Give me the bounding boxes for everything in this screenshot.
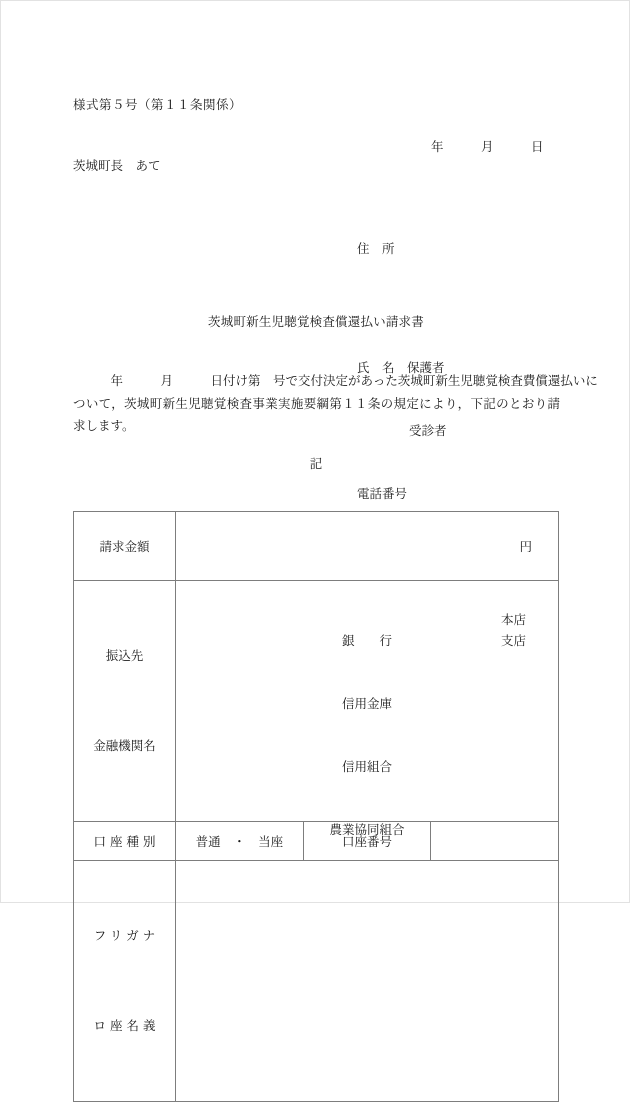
account-type-choices[interactable]: 普通 ・ 当座 <box>176 822 304 861</box>
table-row-account-name <box>74 861 559 1102</box>
amount-label: 請求金額 <box>74 512 176 581</box>
branch-option-honten[interactable]: 本店 <box>500 613 526 627</box>
account-name-value-cell[interactable] <box>176 861 559 1102</box>
phone-label: 電話番号 <box>357 487 408 501</box>
branch-option-shiten[interactable]: 支店 <box>500 634 526 648</box>
bank-label-line2: 金融機関名 <box>93 739 156 753</box>
address-label: 住 所 <box>357 242 395 256</box>
body-lead: 年 月 日付け第 号で交付決定があった茨城町新生児聴覚検査費償還払いに <box>73 374 598 388</box>
amount-value <box>176 539 200 553</box>
amount-unit: 円 <box>519 540 532 554</box>
table-row-amount <box>74 512 559 581</box>
claim-table <box>73 511 559 1102</box>
bank-option-ginko[interactable]: 銀 行 <box>341 634 392 648</box>
examinee-label: 受診者 <box>409 424 447 438</box>
bank-label <box>74 581 176 822</box>
date-line: 年 月 日 <box>431 140 544 154</box>
account-name-label <box>74 861 176 1102</box>
body-paragraph <box>73 370 598 438</box>
bank-option-shinyo-kinko[interactable]: 信用金庫 <box>341 697 392 711</box>
account-type-label: 口座種別 <box>74 822 176 861</box>
bank-label-line1: 振込先 <box>105 649 144 663</box>
bank-value-cell[interactable] <box>176 581 559 837</box>
page-title: 茨城町新生児聴覚検査償還払い請求書 <box>208 315 424 329</box>
body-rest: ついて，茨城町新生児聴覚検査事業実施要綱第１１条の規定により，下記のとおり請求します。 <box>73 396 560 433</box>
ki-marker: 記 <box>309 457 323 471</box>
name-label: 氏 名 保護者 <box>357 361 445 375</box>
bank-option-shinyo-kumiai[interactable]: 信用組合 <box>341 760 392 774</box>
bank-option-nogyo-kyodo-kumiai[interactable]: 農業協同組合 <box>329 823 405 837</box>
addressee: 茨城町長 あて <box>73 159 161 173</box>
form-number: 様式第５号（第１１条関係） <box>73 98 243 112</box>
amount-value-cell[interactable] <box>176 512 559 581</box>
account-holder-label: ロ座名義 <box>93 1019 160 1033</box>
table-row-bank <box>74 581 559 822</box>
account-number-label: 口座番号 <box>303 822 431 861</box>
furigana-label: フリガナ <box>93 929 160 943</box>
branch-option-list <box>501 610 526 652</box>
